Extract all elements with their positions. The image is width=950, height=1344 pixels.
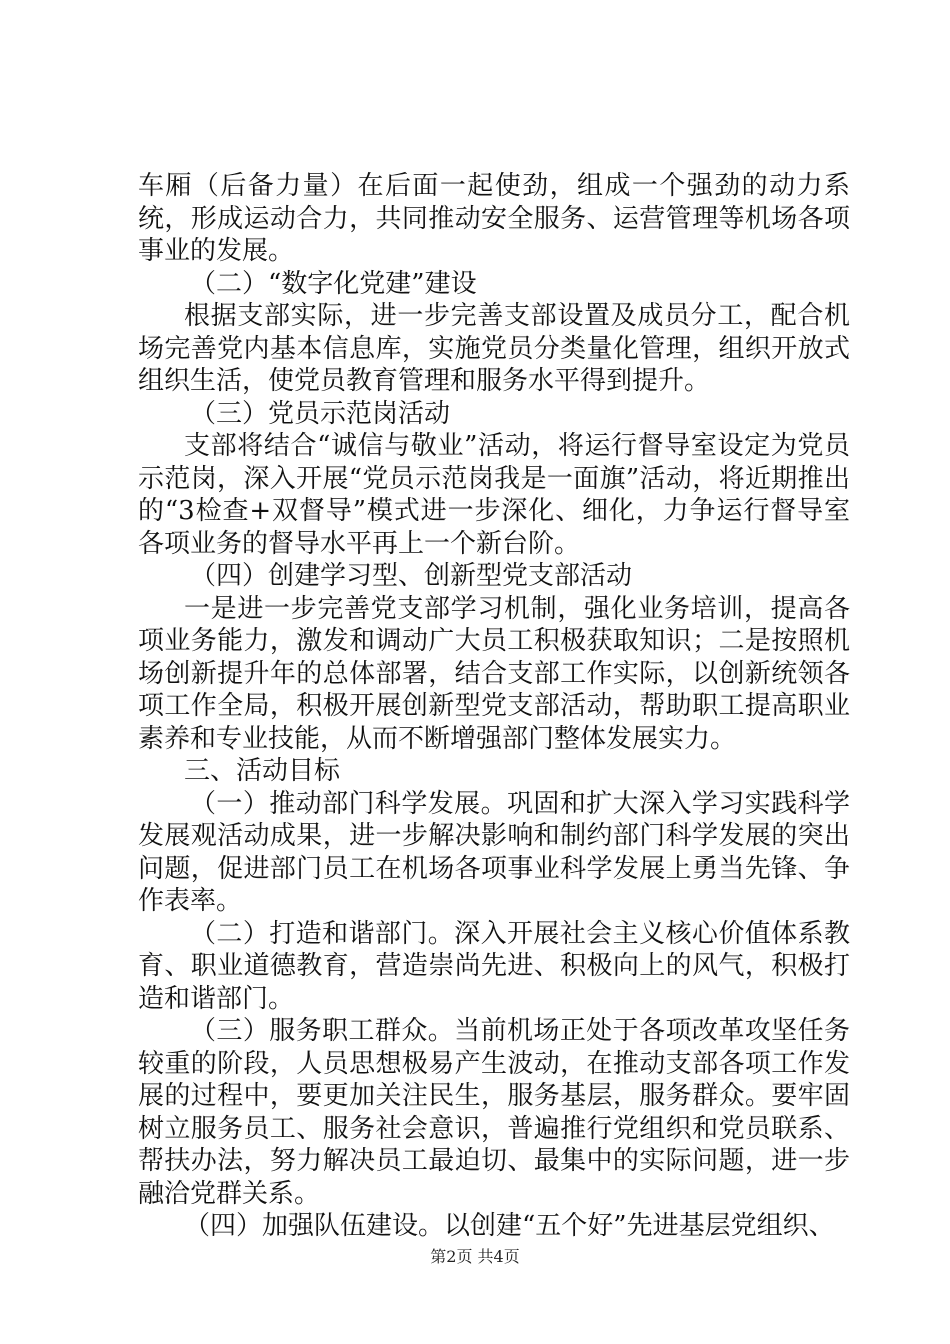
paragraph-p3: 根据支部实际，进一步完善支部设置及成员分工，配合机场完善党内基本信息库，实施党员分类量化管理，组织开放式组织生活，使党员教育管理和服务水平得到提升。 [138,301,850,396]
paragraph-p8: 三、活动目标 [184,756,341,786]
paragraph-p2: （二）“数字化党建”建设 [190,268,477,299]
document-body [138,170,850,1243]
paragraph-p9: （一）推动部门科学发展。巩固和扩大深入学习实践科学发展观活动成果，进一步解决影响和制约部门科学发展的突出问题，促进部门员工在机场各项事业科学发展上勇当先锋、争作表率。 [138,788,850,916]
paragraph-p10: （二）打造和谐部门。深入开展社会主义核心价值体系教育、职业道德教育，营造崇尚先进、积极向上的风气，积极打造和谐部门。 [138,918,850,1014]
paragraph-p4: （三）党员示范岗活动 [190,398,451,429]
paragraph-p7: 一是进一步完善党支部学习机制，强化业务培训，提高各项业务能力，激发和调动广大员工积极获取知识；二是按照机场创新提升年的总体部署，结合支部工作实际，以创新统领各项工作全局，积极开展创新型党支部活动，帮助职工提高职业素养和专业技能，从而不断增强部门整体发展实力。 [138,593,850,754]
paragraph-p12: （四）加强队伍建设。以创建“五个好”先进基层党组织、 [184,1211,835,1241]
paragraph-p1: 车厢（后备力量）在后面一起使劲，组成一个强劲的动力系统，形成运动合力，共同推动安全服务、运营管理等机场各项事业的发展。 [138,171,850,266]
page-footer: 第2页 共4页 [430,1247,520,1266]
paragraph-p5: 支部将结合“诚信与敬业”活动，将运行督导室设定为党员示范岗，深入开展“党员示范岗我是一面旗”活动，将近期推出的“3检查+双督导”模式进一步深化、细化，力争运行督导室各项业务的督导水平再上一个新台阶。 [138,431,850,559]
paragraph-p6: （四）创建学习型、创新型党支部活动 [190,561,633,591]
paragraph-p11: （三）服务职工群众。当前机场正处于各项改革攻坚任务较重的阶段，人员思想极易产生波动，在推动支部各项工作发展的过程中，要更加关注民生，服务基层，服务群众。要牢固树立服务员工、服务社会意识，普遍推行党组织和党员联系、帮扶办法，努力解决员工最迫切、最集中的实际问题，进一步融洽党群关系。 [138,1016,850,1209]
